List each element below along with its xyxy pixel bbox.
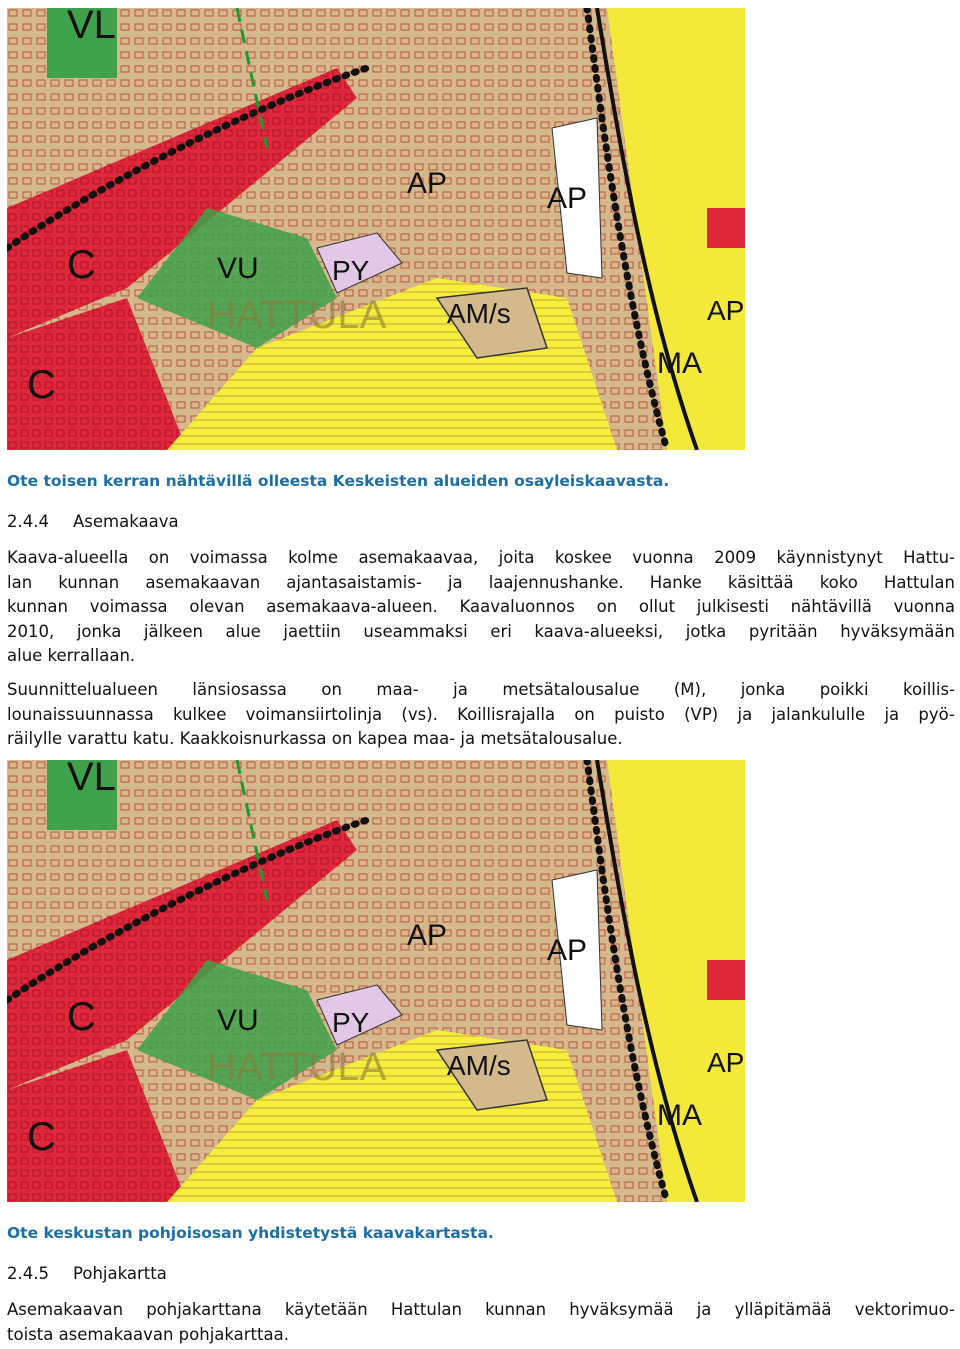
svg-text:MA: MA (657, 347, 702, 380)
text-line: 2010, jonka jälkeen alue jaettiin useammaksi eri kaava-alueeksi, jotka pyritään hyväksymään (7, 621, 955, 641)
map-graphic (7, 8, 745, 450)
svg-text:AP: AP (707, 295, 745, 326)
text-line: alue kerrallaan. (7, 646, 136, 665)
section-heading-pohjakartta (7, 1264, 167, 1283)
svg-text:C: C (67, 995, 96, 1039)
text-line: Asemakaavan pohjakarttana käytetään Hattulan kunnan hyväksymää ja ylläpitämää vektorimuo- (7, 1300, 955, 1319)
text-line: toista asemakaavan pohjakarttaa. (7, 1324, 289, 1344)
map2-caption: Ote keskustan pohjoisosan yhdistetystä kaavakartasta. (7, 1224, 494, 1242)
paragraph-asemakaava-1 (7, 546, 955, 669)
text-line: Kaava-alueella on voimassa kolme asemakaavaa, joita koskee vuonna 2009 käynnistynyt Hattu- (7, 548, 955, 567)
paragraph-asemakaava-2 (7, 678, 955, 752)
svg-text:C: C (27, 1115, 56, 1159)
svg-text:MA: MA (657, 1099, 702, 1132)
text-line: lounaissuunnassa kulkee voimansiirtolinja (vs). Koillisrajalla on puisto (VP) ja jalankululle ja pyö- (7, 704, 955, 724)
section-title: Asemakaava (73, 512, 179, 531)
zoning-map-2 (7, 760, 745, 1202)
svg-text:AP: AP (547, 934, 588, 967)
svg-text:C: C (67, 243, 96, 287)
text-line: räilylle varattu katu. Kaakkoisnurkassa on kapea maa- ja metsätalousalue. (7, 729, 623, 748)
svg-text:C: C (27, 363, 56, 407)
section-title: Pohjakartta (73, 1264, 167, 1283)
paragraph-pohjakartta (7, 1298, 955, 1347)
svg-text:AP: AP (407, 167, 448, 200)
svg-text:VU: VU (217, 252, 259, 285)
svg-text:AM/s: AM/s (447, 298, 511, 329)
svg-text:AP: AP (407, 919, 448, 952)
svg-text:PY: PY (332, 1007, 370, 1038)
section-heading-asemakaava (7, 512, 179, 531)
section-number: 2.4.4 (7, 512, 49, 531)
map-graphic (7, 760, 745, 1202)
zoning-map-1 (7, 8, 745, 450)
svg-text:AP: AP (547, 182, 588, 215)
text-line: kunnan voimassa olevan asemakaava-alueen. Kaavaluonnos on ollut julkisesti nähtävillä vuonna (7, 597, 955, 616)
map1-caption: Ote toisen kerran nähtävillä olleesta Keskeisten alueiden osayleiskaavasta. (7, 472, 670, 490)
svg-text:VL: VL (67, 8, 116, 47)
svg-text:VU: VU (217, 1004, 259, 1037)
svg-text:VL: VL (67, 760, 116, 799)
svg-text:AM/s: AM/s (447, 1050, 511, 1081)
text-line: lan kunnan asemakaavan ajantasaistamis- ja laajennushanke. Hanke käsittää koko Hattulan (7, 572, 955, 592)
svg-text:HATTULA: HATTULA (207, 293, 387, 337)
svg-text:HATTULA: HATTULA (207, 1045, 387, 1089)
svg-text:PY: PY (332, 255, 370, 286)
svg-text:AP: AP (707, 1047, 745, 1078)
text-line: Suunnittelualueen länsiosassa on maa- ja metsätalousalue (M), jonka poikki koillis- (7, 680, 955, 699)
section-number: 2.4.5 (7, 1264, 49, 1283)
